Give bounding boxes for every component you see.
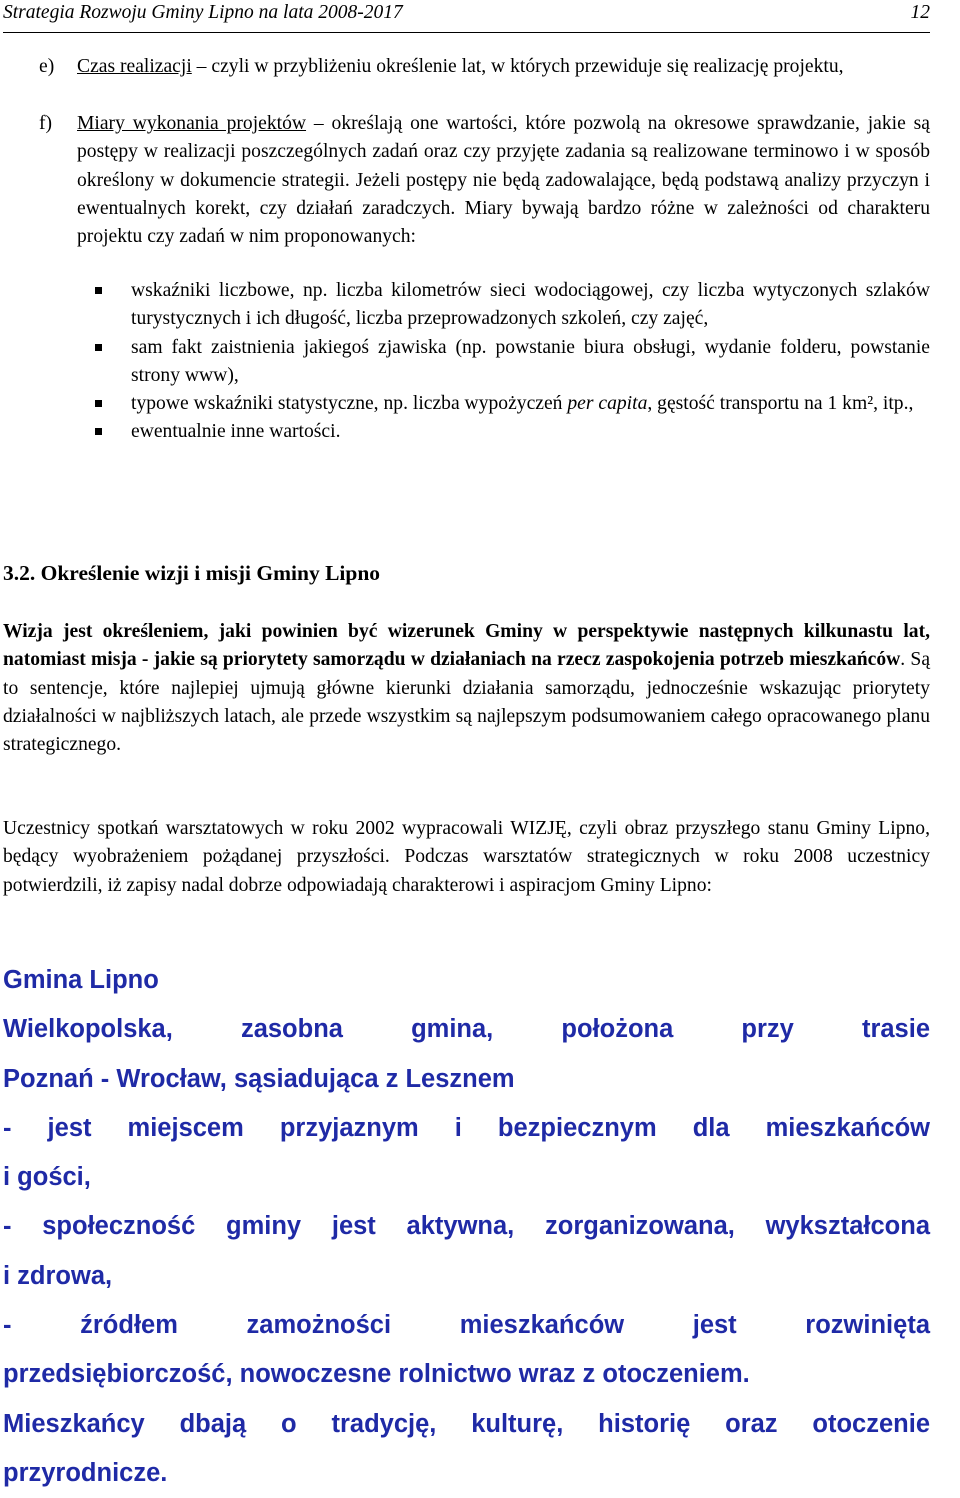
page-header xyxy=(3,2,930,33)
bullet-text-italic: per capita xyxy=(567,393,648,415)
term-czas-realizacji: Czas realizacji xyxy=(77,56,192,77)
vision-line: przyrodnicze. xyxy=(3,1458,168,1487)
paragraph-text: Uczestnicy spotkań warsztatowych w roku 2002 wypracowali WIZJĘ, czyli obraz przyszłego stanu Gminy Lipno, będący wyobrażeniem pożądanej przyszłości. Podczas warsztatów strategicznych w roku 2008 uczestnicy potwierdzili, iż zapisy nadal dobrze odpowiadają charakterowi i aspiracjom Gminy Lipno: xyxy=(3,818,930,896)
vision-line: przedsiębiorczość, nowoczesne rolnictwo wraz z otoczeniem. xyxy=(3,1360,750,1389)
list-item-text: – określają one wartości, które pozwolą na okresowe sprawdzanie, jakie są postępy w realizacji poszczególnych zadań oraz czy przyjęte zadania są realizowane terminowo i w sposób określony w dokumencie strategii. Jeżeli postępy nie będą zadowalające, będą podstawą analizy przyczyn i ewentualnych korekt, czy działań zaradczych. Miary bywają bardzo różne w zależności od charakteru projektu czy zadań w nim proponowanych: xyxy=(77,113,930,248)
page-number: 12 xyxy=(910,2,930,23)
bullet-text: sam fakt zaistnienia jakiegoś zjawiska (np. powstanie biura obsługi, wydanie folderu, powstanie strony www), xyxy=(131,336,930,386)
square-bullet-icon xyxy=(95,344,102,351)
paragraph-text: . Są to sentencje, które najlepiej ujmują główne kierunki działania samorządu, jednocześnie wskazując priorytety działalności w najbliższych latach, ale przede wszystkim są najlepszym podsumowaniem całego opracowanego planu strategicznego. xyxy=(3,649,931,756)
bullet-text: wskaźniki liczbowe, np. liczba kilometrów sieci wodociągowej, czy liczba wytyczonych szlaków turystycznych i ich długość, liczba przeprowadzonych szkoleń, czy zajęć, xyxy=(131,280,930,330)
list-item-text: – czyli w przybliżeniu określenie lat, w których przewiduje się realizację projektu, xyxy=(191,56,844,77)
vision-line: - społeczność gminy jest aktywna, zorganizowana, wykształcona xyxy=(3,1212,930,1241)
vision-line: Gmina Lipno xyxy=(3,966,159,994)
vision-line: Mieszkańcy dbają o tradycję, kulturę, historię oraz otoczenie xyxy=(3,1409,930,1438)
square-bullet-icon xyxy=(95,287,102,294)
vision-line: - źródłem zamożności mieszkańców jest rozwinięta xyxy=(3,1311,930,1340)
list-item-body xyxy=(77,110,930,251)
vision-line: Poznań - Wrocław, sąsiadująca z Lesznem xyxy=(3,1064,515,1093)
bullet-item xyxy=(77,277,930,334)
bullet-text: ewentualnie inne wartości. xyxy=(131,421,341,443)
paragraph-vision-definition xyxy=(3,618,930,759)
header-title: Strategia Rozwoju Gminy Lipno na lata 2008-2017 xyxy=(3,2,403,23)
vision-line: i zdrowa, xyxy=(3,1261,113,1290)
square-bullet-icon xyxy=(95,400,102,407)
bullet-text: , gęstość transportu na 1 km², itp., xyxy=(647,393,914,415)
bullet-text: typowe wskaźniki statystyczne, np. liczba wypożyczeń xyxy=(131,393,568,415)
list-item-label: f) xyxy=(39,113,53,134)
section-heading: 3.2. Określenie wizji i misji Gminy Lipno xyxy=(3,561,381,585)
term-miary-wykonania: Miary wykonania projektów xyxy=(77,113,307,134)
vision-line: Wielkopolska, zasobna gmina, położona przy trasie xyxy=(3,1015,930,1044)
vision-line: - jest miejscem przyjaznym i bezpiecznym dla mieszkańców xyxy=(3,1113,930,1142)
vision-line: i gości, xyxy=(3,1163,91,1192)
paragraph-workshops xyxy=(3,815,930,900)
bullet-item xyxy=(77,390,930,418)
bullet-list xyxy=(77,277,930,447)
square-bullet-icon xyxy=(95,428,102,435)
bullet-item xyxy=(77,334,930,391)
list-item-body xyxy=(77,53,930,81)
paragraph-bold-text: Wizja jest określeniem, jaki powinien być wizerunek Gminy w perspektywie następnych kilkunastu lat, natomiast misja - jakie są priorytety samorządu w działaniach na rzecz zaspokojenia potrzeb mieszkańców xyxy=(3,621,930,671)
vision-statement xyxy=(3,956,930,1498)
bullet-item xyxy=(77,418,930,446)
list-item-label: e) xyxy=(39,56,55,77)
